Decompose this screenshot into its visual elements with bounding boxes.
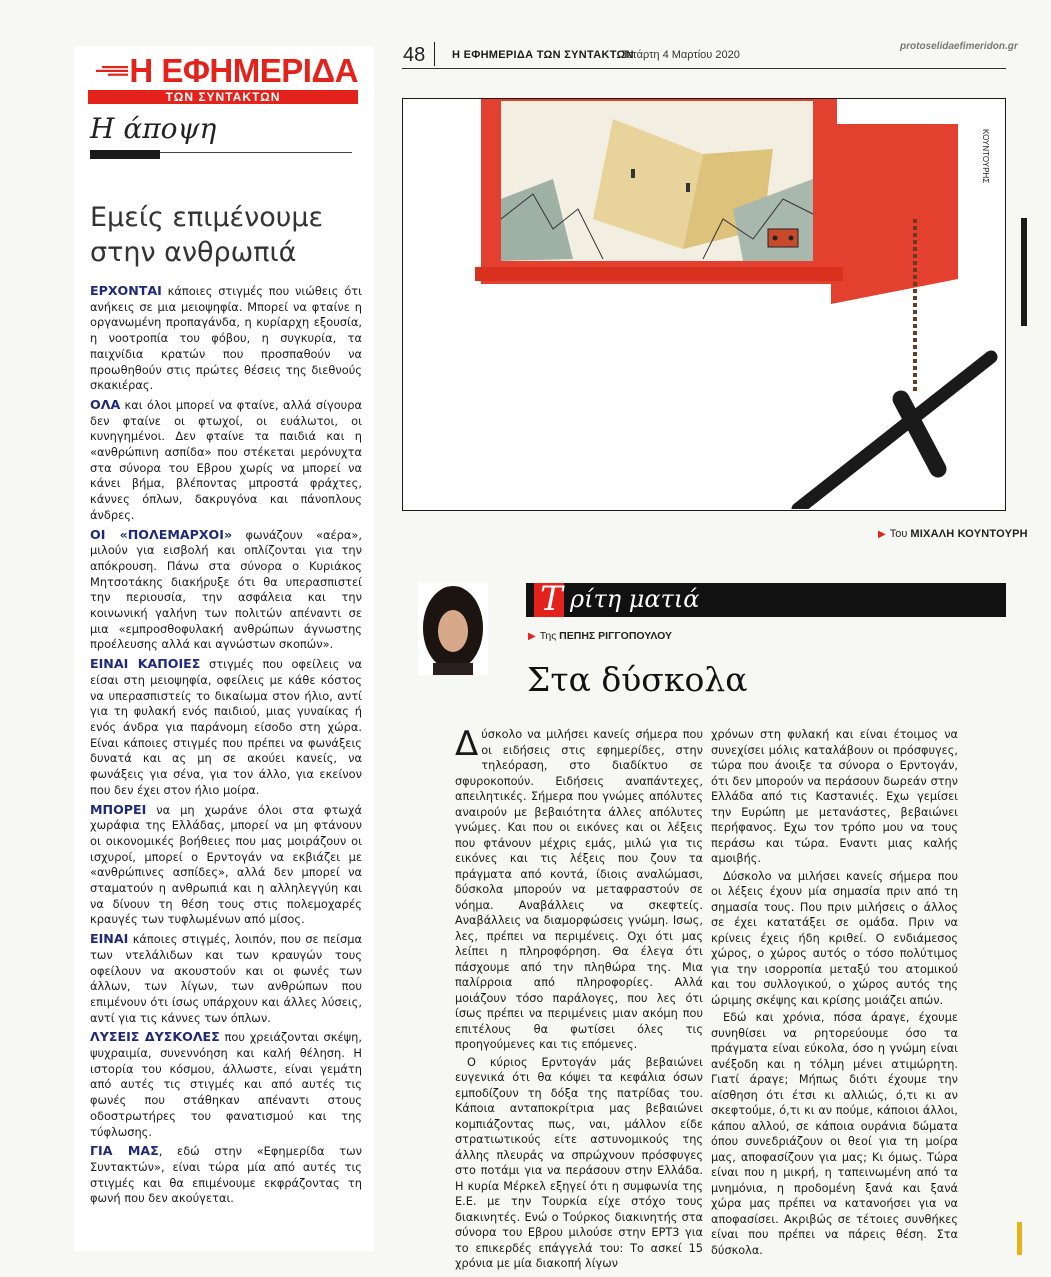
credit-prefix: Του [889, 528, 908, 540]
article-paragraph [455, 724, 703, 1053]
paragraph-text: φωνάζουν «αέρα», μιλούν για εισβολή και οπλίζονται για την απόκρουση. Πάνω στα σύνορα ο Κυριάκος Μητσοτάκης διακήρυξε ότι θα υπερασπιστεί την περιουσία, την ασφάλεια και την κοινωνική γαλήνη των πολιτών απέναντι σε μια «εμπροσθοφυλακή ανθρώπων άγνωστης προέλευσης αλλά και αγνώστων σκοπών». [90, 527, 362, 652]
paragraph-text: κάποιες στιγμές που νιώθεις ότι ανήκεις σε μια μειοψηφία. Μπορεί να φταίνε η οργανωμένη προπαγάνδα, η κυρίαρχη εξουσία, η νοοτροπία του φόβου, η συγκυρία, τα παιχνίδια κρατών που προσπαθούν να προωθηθούν στις πρώτες θέσεις της διεθνούς σκακιέρας. [90, 284, 362, 393]
paragraph-text: στιγμές που οφείλεις να είσαι στη μειοψηφία, οφείλεις με κάθε κόστος να υπερασπιστείς το δικαίωμα στον ήλιο, αντί για τη φυλακή ενός παιδιού, μιας γυναίκας ή ενός άνδρα για παράνομη είσοδο στη χώρα. Είναι κάποιες στιγμές που πρέπει να φωνάξεις δυνατά και ας μη σε ακούει κανείς, να φωνάξεις για σένα, για τον άλλο, για εκείνον που δεν έχει στον ήλιο μοίρα. [90, 657, 362, 797]
baton [798, 357, 991, 509]
cartoon-drawing [403, 99, 1004, 509]
editorial-cartoon [402, 98, 1006, 511]
logo-subtitle: ΤΩΝ ΣΥΝΤΑΚΤΩΝ [88, 90, 358, 104]
header-rule [402, 68, 1006, 69]
byline-prefix: Της [539, 630, 557, 642]
play-arrow-icon: ▶ [528, 631, 536, 642]
byline-name: ΠΕΠΗΣ ΡΙΓΓΟΠΟΥΛΟΥ [559, 630, 672, 642]
page-number: 48 [403, 44, 426, 66]
paragraph-lead: ΕΙΝΑΙ [90, 931, 129, 947]
page-edge-tab [1017, 1222, 1022, 1255]
article-title: Στα δύσκολα [527, 660, 748, 699]
paragraph-text: που χρειάζονται σκέψη, ψυχραιμία, συνεννόηση και καλή θέληση. Η ιστορία του κόσμου, άλλωστε, είναι γεμάτη από αυτές τις στιγμές και από αυτές τις φωνές που στάθηκαν απέναντι στους οδοστρωτήρες του φανατισμού και της τύφλωσης. [90, 1030, 362, 1139]
editorial-paragraph [90, 1143, 362, 1207]
paragraph-lead: ΟΙ «ΠΟΛΕΜΑΡΧΟΙ» [90, 526, 233, 542]
credit-name: ΜΙΧΑΛΗ ΚΟΥΝΤΟΥΡΗ [910, 528, 1028, 540]
author-portrait [418, 583, 488, 675]
paragraph-lead: ΕΡΧΟΝΤΑΙ [90, 283, 162, 298]
article-paragraph: χρόνων στη φυλακή και είναι έτοιμος να συνεχίσει μόλις καταλάβουν οι πρόσφυγες, τώρα που άνοιξε τα σύνορα ο Ερντογάν, ότι δεν μπορούν να περάσουν δωρεάν στην Ελλάδα από τις Καστανιές. Εχω γεμίσει την Ευρώπη με μετανάστες, βεβαιώνει περήφανος. Εχω τον τρόπο μου να τους περάσω και τώρα. Εναντι μιας καλής αμοιβής. [711, 728, 958, 865]
section-bar [90, 150, 160, 159]
paragraph-lead: ΕΙΝΑΙ ΚΑΠΟΙΕΣ [90, 656, 201, 672]
red-panel [831, 124, 958, 304]
paragraph-text: να μη χωράνε όλοι στα φτωχά χωράφια της Ελλάδας, μπορεί να μη φτάνουν οι οικονομικές βοήθειες που μας μοιράζουν οι ισχυροί, μπορεί ο Ερντογάν να εκβιάζει με «ανθρώπινες ασπίδες», αλλά δεν μπορεί να σταματούν η ανθρωπιά και η αλληλεγγύη και να δίνουν τη θέση τους στις πολεμοχαρές κραυγές των τυφλωμένων από μίσος. [90, 802, 362, 927]
speed-stripes-icon [88, 66, 128, 76]
source-watermark: protoselidaefimeridon.gr [900, 41, 1018, 52]
section-label: Η άποψη [90, 112, 217, 145]
editorial-paragraph [90, 656, 362, 798]
column-initial: Τ [540, 579, 563, 619]
page-edge-marker [1021, 218, 1027, 326]
cartoon-signature: ΚΟΥΝΤΟΥΡΗΣ [981, 129, 990, 184]
editorial-paragraph [90, 931, 362, 1026]
paragraph-text: ύσκολο να μιλήσει κανείς σήμερα που οι ειδήσεις στις εφημερίδες, στην τηλεόραση, στο διαδίκτυο σε σφυροκοπούν. Ειδήσεις αναπάντεχες, απειλητικές. Σήμερα που γνώμες απόλυτες αναιρούν με βεβαιότητα άλλες απόλυτες γνώμες. Και που οι εικόνες και οι λέξεις που φτάνουν μέχρις εμάς, μιλώ για τις εικόνες και τις λέξεις που ζουν τα πράγματα από κοντά, ίδιοις αναλώμασι, δύσκολα μπορούν να μεταφραστούν σε νόημα. Αναβάλλεις να σκεφτείς. Αναβάλλεις να διαμορφώσεις γνώμη. Ισως, λες, πρέπει να περιμένεις. Οχι ότι μας λείπει η πληροφόρηση. Θα έλεγα ότι πάσχουμε από την πληθώρα της. Μια παλίρροια από πληροφορίες. Αλλά μοιάζουν τόσο παράλογες, που λες ότι ίσως πρέπει να περιμένεις μιαν ακόμη που επιτέλους θα φωτίσει όλες τις προηγούμενες και τις επόμενες. [455, 728, 703, 1051]
paragraph-text: κάποιες στιγμές, λοιπόν, που σε πείσμα των ντελάλιδων και των κραυγών τους οφείλουν να ακουστούν και οι φωνές των άλλων, των λίγων, των ανθρώπων που επιμένουν ότι ίσως υπάρχουν και άλλες λύσεις, αντί για τις κάννες των όπλων. [90, 932, 362, 1025]
paragraph-lead: ΜΠΟΡΕΙ [90, 801, 147, 817]
paragraph-text: , εδώ στην «Εφημερίδα των Συντακτών», είναι τώρα μία από αυτές τις στιγμές και θα επιμένουμε εκφράζοντας τη φωνή που δεν ακούγεται. [90, 1144, 362, 1206]
editorial-paragraph [90, 397, 362, 524]
paragraph-lead: ΟΛΑ [90, 396, 121, 412]
header-date: Τετάρτη 4 Μαρτίου 2020 [622, 49, 740, 61]
paragraph-text: και όλοι μπορεί να φταίνε, αλλά σίγουρα δεν φταίνε οι φτωχοί, οι ευάλωτοι, οι κυνηγημένοι. Δεν φταίνε τα παιδιά και η «ανθρώπινη ασπίδα» που στέκεται μερόνυχτα στα σύνορα του Εβρου χωρίς να μπορεί να κάνει βήμα, βλέποντας μπροστά φράχτες, κάννες όπλων, δακρυγόνα και πάνοπλους άνδρες. [90, 397, 362, 522]
column-name: ρίτη ματιά [570, 585, 700, 613]
editorial-title: Εμείς επιμένουμε στην ανθρωπιά [90, 202, 324, 268]
newspaper-logo [88, 52, 358, 104]
byline [528, 630, 672, 642]
column-banner [526, 579, 1006, 619]
logo-brand: Η ΕΦΗΜΕΡΙΔΑ [129, 52, 358, 89]
play-arrow-icon: ▶ [878, 529, 886, 540]
editorial-paragraph [90, 527, 362, 654]
paragraph-lead: ΛΥΣΕΙΣ ΔΥΣΚΟΛΕΣ [90, 1029, 220, 1045]
article-paragraph: Εδώ και χρόνια, πόσα άραγε, έχουμε συνηθίσει να ρητορεύουμε όσο τα πράγματα είναι εύκολα, όσο η γνώμη είναι ανέξοδη και η τόλμη μένει ατιμώρητη. Γιατί άραγε; Μήπως διότι έχουμε την αίσθηση ότι έτσι κι αλλιώς, ό,τι κι αν σκεφτούμε, ό,τι κι αν πούμε, κάποιοι άλλοι, κάπου αλλού, σε κάποια ουράνια δώματα όπου συνεδριάζουν οι θεοί για τη μοίρα μας, αποφασίζουν για μας; Κι όμως. Τώρα είναι που η μικρή, η ταπεινωμένη από τα μνημόνια, η προδομένη ξανά και ξανά χώρα μας πρέπει να κατανοήσει για να αποφασίσει. Ακριβώς σε τέτοιες συνθήκες είναι που πρέπει να πάρεις θέση. Στα δύσκολα. [711, 1011, 958, 1257]
article-column-1 [455, 724, 703, 1274]
article-paragraph: Δύσκολο να μιλήσει κανείς σήμερα που οι λέξεις έχουν μία σημασία πριν από τη σημασία τους. Που πριν μιλήσεις ο άλλος σε έχει κατατάξει σε ομάδα. Πριν να κρίνεις έχεις ήδη κριθεί. Ο ενδιάμεσος χώρος, ο χώρος αυτός ο τόσο πολύτιμος για την ισορροπία μεταξύ του ατομικού και του συλλογικού, ο χώρος αυτός της ώριμης σκέψης και κρίσης μοιάζει απών. [711, 869, 958, 1007]
drop-cap: Δ [455, 724, 479, 764]
editorial-paragraph [90, 283, 362, 394]
editorial-body [90, 283, 362, 1210]
editorial-paragraph [90, 1029, 362, 1140]
cartoon-credit [878, 528, 1028, 540]
header-paper-name: Η ΕΦΗΜΕΡΙΔΑ ΤΩΝ ΣΥΝΤΑΚΤΩΝ [452, 49, 634, 61]
article-column-2 [711, 727, 958, 1260]
header-separator [434, 42, 435, 66]
author-photo [418, 583, 488, 675]
editorial-paragraph [90, 802, 362, 929]
paragraph-lead: ΓΙΑ ΜΑΣ [90, 1143, 159, 1159]
article-paragraph: Ο κύριος Ερντογάν μάς βεβαιώνει ευγενικά ότι θα κόψει τα κεφάλια όσων εμποδίζουν τη δόξα της πατρίδας του. Κάποια ανταποκρίτρια μας βεβαιώνει κομπιάζοντας πως, ναι, μάλλον είδε στρατιωτικούς είτε αστυνομικούς της άλλης πλευράς να σπρώχνουν πρόσφυγες στο ποτάμι για να περάσουν στην Ελλάδα. Η κυρία Μέρκελ εξηγεί ότι η συμφωνία της Ε.Ε. με την Τουρκία είχε στόχο τους διακινητές. Ενώ ο Τούρκος διακινητής στα σύνορα του Εβρου μιλούσε στην ΕΡΤ3 για το επικερδές επάγγελά του: Το ασκεί 15 χρόνια με μία διακοπή λίγων [455, 1055, 703, 1270]
